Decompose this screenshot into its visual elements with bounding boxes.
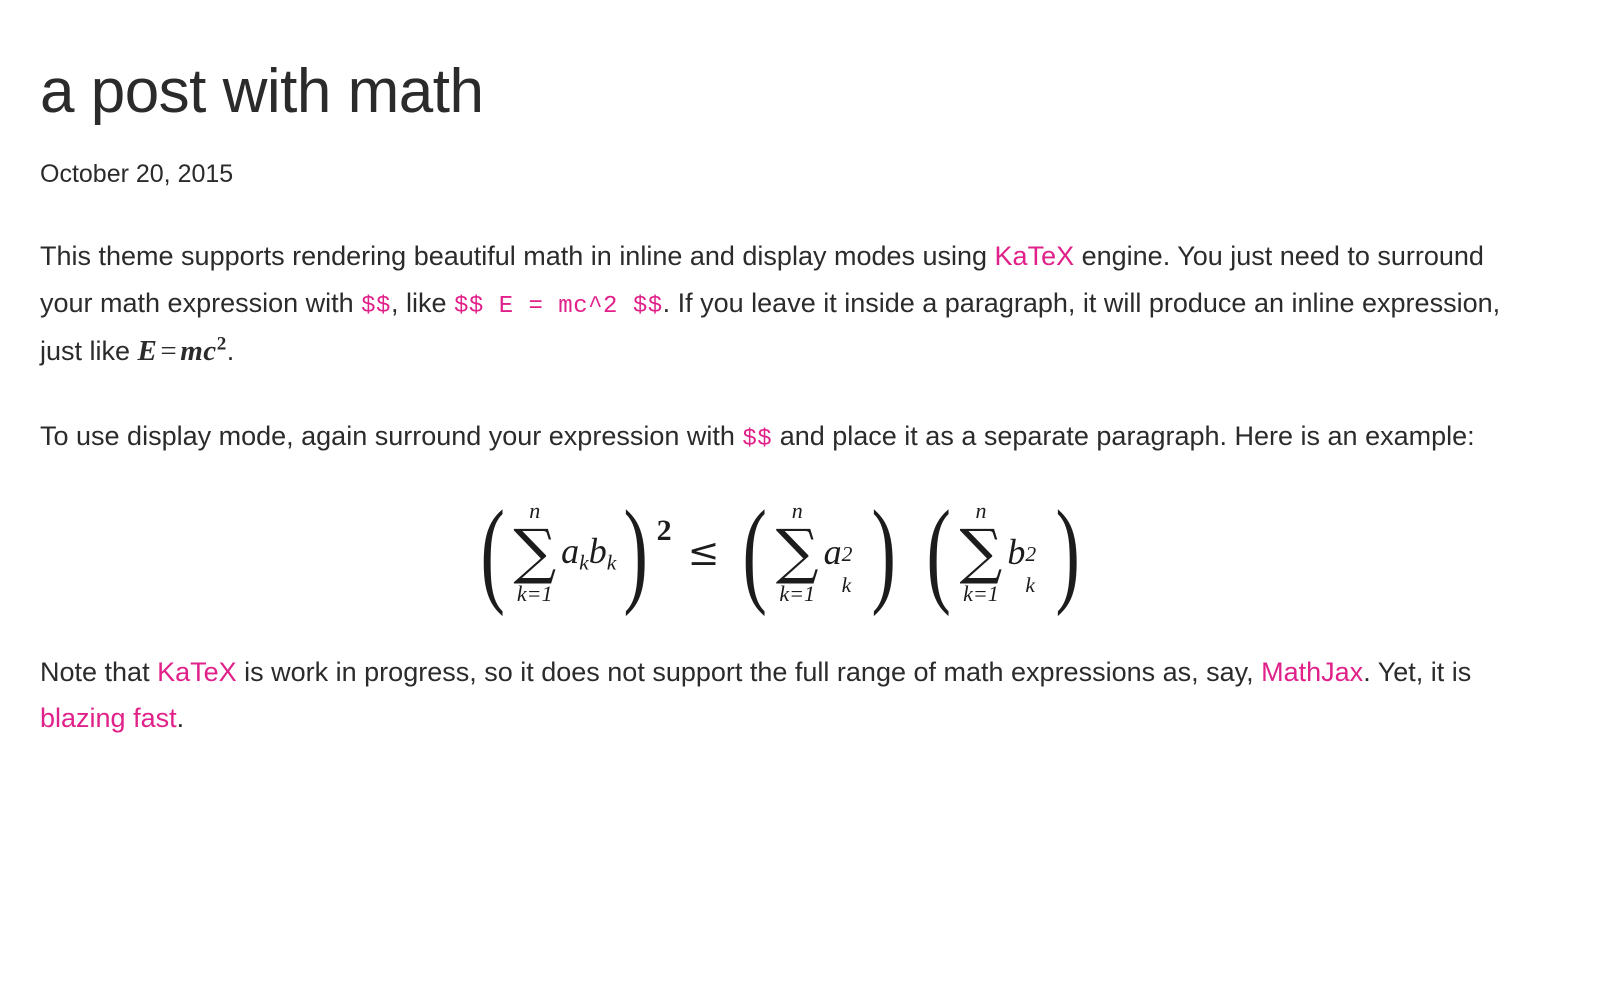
text-segment: Note that bbox=[40, 656, 158, 687]
paren-open: ( bbox=[926, 486, 952, 618]
paragraph-note bbox=[40, 649, 1520, 742]
post-date: October 20, 2015 bbox=[40, 160, 234, 189]
paren-close: ) bbox=[1055, 486, 1080, 618]
math-term-ak-squared: a 2 k bbox=[823, 532, 853, 598]
text-segment: is work in progress, so it does not support the full range of math expressions as, say, bbox=[236, 656, 1262, 687]
text-segment: To use display mode, again surround your expression with bbox=[40, 420, 743, 451]
link-blazing-fast[interactable]: blazing fast bbox=[40, 703, 177, 734]
summation-lower-limit: k=1 bbox=[963, 580, 999, 606]
code-dollar-delimiters: $$ bbox=[742, 425, 773, 453]
math-term-bk-squared: b 2 k bbox=[1007, 532, 1037, 598]
sigma-glyph: ∑ bbox=[959, 517, 1003, 588]
text-segment: . Yet, it is bbox=[1363, 656, 1472, 687]
text-segment: , like bbox=[390, 287, 454, 318]
math-group-left bbox=[473, 486, 672, 618]
paren-close: ) bbox=[623, 486, 649, 618]
summation-symbol bbox=[960, 500, 1003, 605]
text-segment: engine. You just need to surround your math expression with bbox=[40, 241, 1484, 318]
paragraph-display-mode bbox=[40, 413, 1520, 460]
relation-less-equal: ≤ bbox=[687, 530, 720, 575]
inline-math-emc2: $E = mc^2$ bbox=[137, 333, 227, 367]
text-segment: . If you leave it inside a paragraph, it will produce an inline expression, just like bbox=[40, 287, 1501, 366]
code-dollar-delimiters: $$ bbox=[361, 292, 391, 320]
text-segment: . bbox=[176, 703, 185, 734]
text-segment: and place it as a separate paragraph. Here is an example: bbox=[772, 420, 1475, 451]
code-math-example: $$ E = mc^2 $$ bbox=[453, 292, 663, 320]
summation-lower-limit: k=1 bbox=[516, 580, 553, 606]
link-katex[interactable]: KaTeX bbox=[157, 656, 237, 687]
math-group-b-squared bbox=[919, 486, 1087, 618]
page-title: a post with math bbox=[40, 57, 484, 126]
sigma-glyph: ∑ bbox=[513, 517, 557, 588]
text-segment: . bbox=[226, 335, 235, 366]
summation-symbol bbox=[776, 500, 819, 605]
link-mathjax[interactable]: MathJax bbox=[1261, 656, 1364, 687]
sigma-glyph: ∑ bbox=[775, 517, 819, 588]
paragraph-intro bbox=[40, 233, 1520, 377]
summation-upper-limit: n bbox=[975, 498, 987, 524]
exponent-outer: 2 bbox=[656, 514, 672, 548]
math-term-akbk: $a_kb_k$ bbox=[561, 530, 617, 575]
link-katex[interactable]: KaTeX bbox=[994, 241, 1075, 272]
paren-open: ( bbox=[480, 486, 505, 618]
summation-symbol bbox=[513, 500, 556, 605]
paren-close: ) bbox=[871, 486, 896, 618]
display-math-cauchy-schwarz bbox=[40, 486, 1520, 618]
summation-lower-limit: k=1 bbox=[779, 580, 816, 606]
summation-upper-limit: n bbox=[529, 498, 541, 524]
summation-upper-limit: n bbox=[791, 498, 803, 524]
text-segment: This theme supports rendering beautiful math in inline and display modes using bbox=[40, 241, 995, 272]
math-group-a-squared bbox=[735, 486, 903, 618]
paren-open: ( bbox=[742, 486, 768, 618]
